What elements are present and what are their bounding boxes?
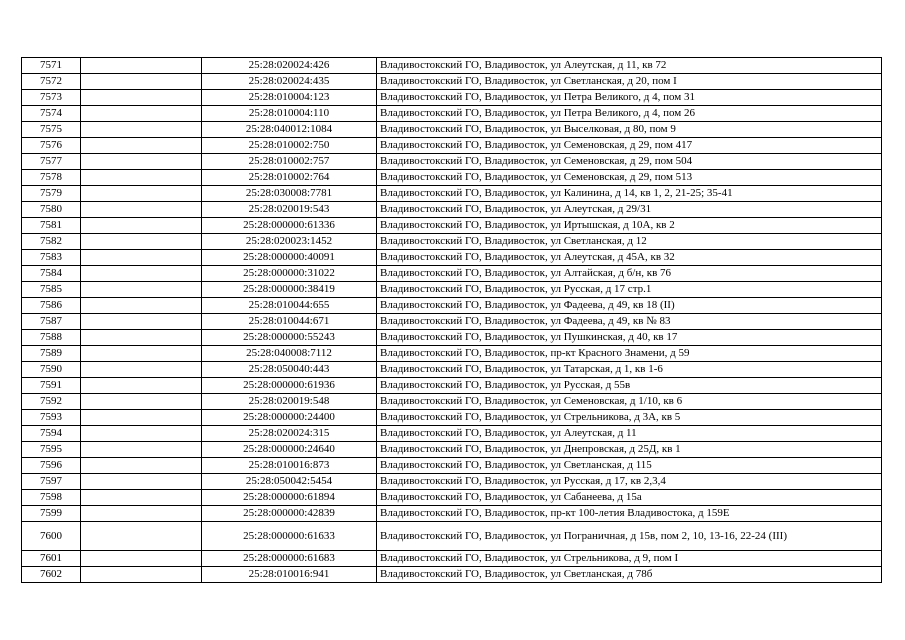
cadastral-number-cell: 25:28:020024:315 <box>202 426 377 442</box>
table-row <box>22 394 882 410</box>
cadastral-number-cell: 25:28:000000:61633 <box>202 522 377 551</box>
row-number-cell: 7577 <box>22 154 81 170</box>
address-cell: Владивостокский ГО, Владивосток, пр-кт 100-летия Владивостока, д 159Е <box>377 506 882 522</box>
row-number-cell: 7586 <box>22 298 81 314</box>
table-row <box>22 362 882 378</box>
cadastral-number-cell: 25:28:000000:61336 <box>202 218 377 234</box>
cadastral-number-cell: 25:28:000000:24640 <box>202 442 377 458</box>
address-cell: Владивостокский ГО, Владивосток, ул Светланская, д 20, пом I <box>377 74 882 90</box>
address-cell: Владивостокский ГО, Владивосток, ул Алеутская, д 45А, кв 32 <box>377 250 882 266</box>
row-number-cell: 7588 <box>22 330 81 346</box>
row-number-cell: 7596 <box>22 458 81 474</box>
address-cell: Владивостокский ГО, Владивосток, ул Стрельникова, д 9, пом I <box>377 551 882 567</box>
address-cell: Владивостокский ГО, Владивосток, ул Калинина, д 14, кв 1, 2, 21-25; 35-41 <box>377 186 882 202</box>
cadastral-number-cell: 25:28:050042:5454 <box>202 474 377 490</box>
blank-cell <box>81 551 202 567</box>
cadastral-number-cell: 25:28:010044:671 <box>202 314 377 330</box>
blank-cell <box>81 346 202 362</box>
cadastral-number-cell: 25:28:010002:750 <box>202 138 377 154</box>
blank-cell <box>81 474 202 490</box>
row-number-cell: 7602 <box>22 567 81 583</box>
cadastral-number-cell: 25:28:000000:55243 <box>202 330 377 346</box>
cadastral-number-cell: 25:28:010002:764 <box>202 170 377 186</box>
address-cell: Владивостокский ГО, Владивосток, ул Фадеева, д 49, кв № 83 <box>377 314 882 330</box>
address-cell: Владивостокский ГО, Владивосток, ул Татарская, д 1, кв 1-6 <box>377 362 882 378</box>
row-number-cell: 7575 <box>22 122 81 138</box>
row-number-cell: 7573 <box>22 90 81 106</box>
cadastral-number-cell: 25:28:010004:123 <box>202 90 377 106</box>
address-cell: Владивостокский ГО, Владивосток, ул Русская, д 17 стр.1 <box>377 282 882 298</box>
table-row <box>22 138 882 154</box>
cadastral-number-cell: 25:28:030008:7781 <box>202 186 377 202</box>
address-cell: Владивостокский ГО, Владивосток, ул Семеновская, д 29, пом 513 <box>377 170 882 186</box>
blank-cell <box>81 250 202 266</box>
address-cell: Владивостокский ГО, Владивосток, ул Алеутская, д 11, кв 72 <box>377 58 882 74</box>
cadastral-number-cell: 25:28:010002:757 <box>202 154 377 170</box>
table-row <box>22 74 882 90</box>
table-row <box>22 458 882 474</box>
table-row <box>22 314 882 330</box>
cadastral-number-cell: 25:28:000000:24400 <box>202 410 377 426</box>
row-number-cell: 7585 <box>22 282 81 298</box>
cadastral-number-cell: 25:28:000000:61894 <box>202 490 377 506</box>
address-cell: Владивостокский ГО, Владивосток, ул Семеновская, д 29, пом 417 <box>377 138 882 154</box>
row-number-cell: 7574 <box>22 106 81 122</box>
table-row <box>22 250 882 266</box>
table-row <box>22 490 882 506</box>
row-number-cell: 7584 <box>22 266 81 282</box>
blank-cell <box>81 314 202 330</box>
table-row <box>22 426 882 442</box>
table-row <box>22 506 882 522</box>
table-row <box>22 330 882 346</box>
table-row <box>22 522 882 551</box>
row-number-cell: 7595 <box>22 442 81 458</box>
blank-cell <box>81 170 202 186</box>
blank-cell <box>81 234 202 250</box>
cadastral-number-cell: 25:28:010004:110 <box>202 106 377 122</box>
table-row <box>22 106 882 122</box>
address-cell: Владивостокский ГО, Владивосток, пр-кт Красного Знамени, д 59 <box>377 346 882 362</box>
table-row <box>22 346 882 362</box>
blank-cell <box>81 567 202 583</box>
address-cell: Владивостокский ГО, Владивосток, ул Пушкинская, д 40, кв 17 <box>377 330 882 346</box>
address-cell: Владивостокский ГО, Владивосток, ул Светланская, д 115 <box>377 458 882 474</box>
row-number-cell: 7579 <box>22 186 81 202</box>
row-number-cell: 7590 <box>22 362 81 378</box>
blank-cell <box>81 330 202 346</box>
address-cell: Владивостокский ГО, Владивосток, ул Петра Великого, д 4, пом 31 <box>377 90 882 106</box>
blank-cell <box>81 74 202 90</box>
row-number-cell: 7589 <box>22 346 81 362</box>
cadastral-number-cell: 25:28:020019:543 <box>202 202 377 218</box>
row-number-cell: 7578 <box>22 170 81 186</box>
cadastral-number-cell: 25:28:000000:40091 <box>202 250 377 266</box>
address-cell: Владивостокский ГО, Владивосток, ул Русская, д 55в <box>377 378 882 394</box>
blank-cell <box>81 90 202 106</box>
blank-cell <box>81 490 202 506</box>
cadastral-number-cell: 25:28:020024:435 <box>202 74 377 90</box>
table-row <box>22 378 882 394</box>
table-row <box>22 218 882 234</box>
table-row <box>22 154 882 170</box>
blank-cell <box>81 58 202 74</box>
address-cell: Владивостокский ГО, Владивосток, ул Фадеева, д 49, кв 18 (II) <box>377 298 882 314</box>
row-number-cell: 7571 <box>22 58 81 74</box>
row-number-cell: 7598 <box>22 490 81 506</box>
cadastral-number-cell: 25:28:010016:941 <box>202 567 377 583</box>
row-number-cell: 7593 <box>22 410 81 426</box>
row-number-cell: 7580 <box>22 202 81 218</box>
row-number-cell: 7597 <box>22 474 81 490</box>
row-number-cell: 7576 <box>22 138 81 154</box>
blank-cell <box>81 122 202 138</box>
blank-cell <box>81 138 202 154</box>
table-row <box>22 234 882 250</box>
address-cell: Владивостокский ГО, Владивосток, ул Пограничная, д 15в, пом 2, 10, 13-16, 22-24 (III) <box>377 522 882 551</box>
registry-sheet <box>21 57 882 583</box>
blank-cell <box>81 154 202 170</box>
address-cell: Владивостокский ГО, Владивосток, ул Светланская, д 12 <box>377 234 882 250</box>
blank-cell <box>81 522 202 551</box>
blank-cell <box>81 266 202 282</box>
blank-cell <box>81 426 202 442</box>
table-row <box>22 58 882 74</box>
blank-cell <box>81 378 202 394</box>
address-cell: Владивостокский ГО, Владивосток, ул Светланская, д 78б <box>377 567 882 583</box>
table-row <box>22 298 882 314</box>
address-cell: Владивостокский ГО, Владивосток, ул Алеутская, д 29/31 <box>377 202 882 218</box>
address-cell: Владивостокский ГО, Владивосток, ул Стрельникова, д 3А, кв 5 <box>377 410 882 426</box>
blank-cell <box>81 186 202 202</box>
row-number-cell: 7581 <box>22 218 81 234</box>
row-number-cell: 7592 <box>22 394 81 410</box>
row-number-cell: 7594 <box>22 426 81 442</box>
table-row <box>22 202 882 218</box>
row-number-cell: 7572 <box>22 74 81 90</box>
cadastral-number-cell: 25:28:000000:31022 <box>202 266 377 282</box>
cadastral-number-cell: 25:28:020019:548 <box>202 394 377 410</box>
address-cell: Владивостокский ГО, Владивосток, ул Русская, д 17, кв 2,3,4 <box>377 474 882 490</box>
cadastral-number-cell: 25:28:000000:61936 <box>202 378 377 394</box>
blank-cell <box>81 218 202 234</box>
table-body <box>22 58 882 583</box>
blank-cell <box>81 298 202 314</box>
row-number-cell: 7599 <box>22 506 81 522</box>
table-row <box>22 90 882 106</box>
table-row <box>22 282 882 298</box>
cadastral-number-cell: 25:28:000000:38419 <box>202 282 377 298</box>
cadastral-number-cell: 25:28:040008:7112 <box>202 346 377 362</box>
address-cell: Владивостокский ГО, Владивосток, ул Алеутская, д 11 <box>377 426 882 442</box>
table-row <box>22 474 882 490</box>
table-row <box>22 186 882 202</box>
cadastral-number-cell: 25:28:010016:873 <box>202 458 377 474</box>
address-cell: Владивостокский ГО, Владивосток, ул Семеновская, д 29, пом 504 <box>377 154 882 170</box>
blank-cell <box>81 506 202 522</box>
table-row <box>22 410 882 426</box>
table-row <box>22 170 882 186</box>
blank-cell <box>81 442 202 458</box>
address-cell: Владивостокский ГО, Владивосток, ул Семеновская, д 1/10, кв 6 <box>377 394 882 410</box>
blank-cell <box>81 410 202 426</box>
address-cell: Владивостокский ГО, Владивосток, ул Днепровская, д 25Д, кв 1 <box>377 442 882 458</box>
blank-cell <box>81 394 202 410</box>
cadastral-number-cell: 25:28:020023:1452 <box>202 234 377 250</box>
row-number-cell: 7591 <box>22 378 81 394</box>
row-number-cell: 7600 <box>22 522 81 551</box>
blank-cell <box>81 458 202 474</box>
cadastral-number-cell: 25:28:000000:42839 <box>202 506 377 522</box>
blank-cell <box>81 106 202 122</box>
blank-cell <box>81 202 202 218</box>
table-row <box>22 266 882 282</box>
blank-cell <box>81 282 202 298</box>
row-number-cell: 7582 <box>22 234 81 250</box>
cadastral-number-cell: 25:28:000000:61683 <box>202 551 377 567</box>
address-cell: Владивостокский ГО, Владивосток, ул Алтайская, д б/н, кв 76 <box>377 266 882 282</box>
address-cell: Владивостокский ГО, Владивосток, ул Иртышская, д 10А, кв 2 <box>377 218 882 234</box>
cadastral-number-cell: 25:28:010044:655 <box>202 298 377 314</box>
address-cell: Владивостокский ГО, Владивосток, ул Сабанеева, д 15а <box>377 490 882 506</box>
address-cell: Владивостокский ГО, Владивосток, ул Выселковая, д 80, пом 9 <box>377 122 882 138</box>
table-row <box>22 551 882 567</box>
table-row <box>22 567 882 583</box>
row-number-cell: 7587 <box>22 314 81 330</box>
cadastral-number-cell: 25:28:020024:426 <box>202 58 377 74</box>
row-number-cell: 7583 <box>22 250 81 266</box>
row-number-cell: 7601 <box>22 551 81 567</box>
cadastral-number-cell: 25:28:040012:1084 <box>202 122 377 138</box>
address-cell: Владивостокский ГО, Владивосток, ул Петра Великого, д 4, пом 26 <box>377 106 882 122</box>
blank-cell <box>81 362 202 378</box>
table-row <box>22 122 882 138</box>
cadastral-number-cell: 25:28:050040:443 <box>202 362 377 378</box>
table-row <box>22 442 882 458</box>
property-registry-table <box>21 57 882 583</box>
